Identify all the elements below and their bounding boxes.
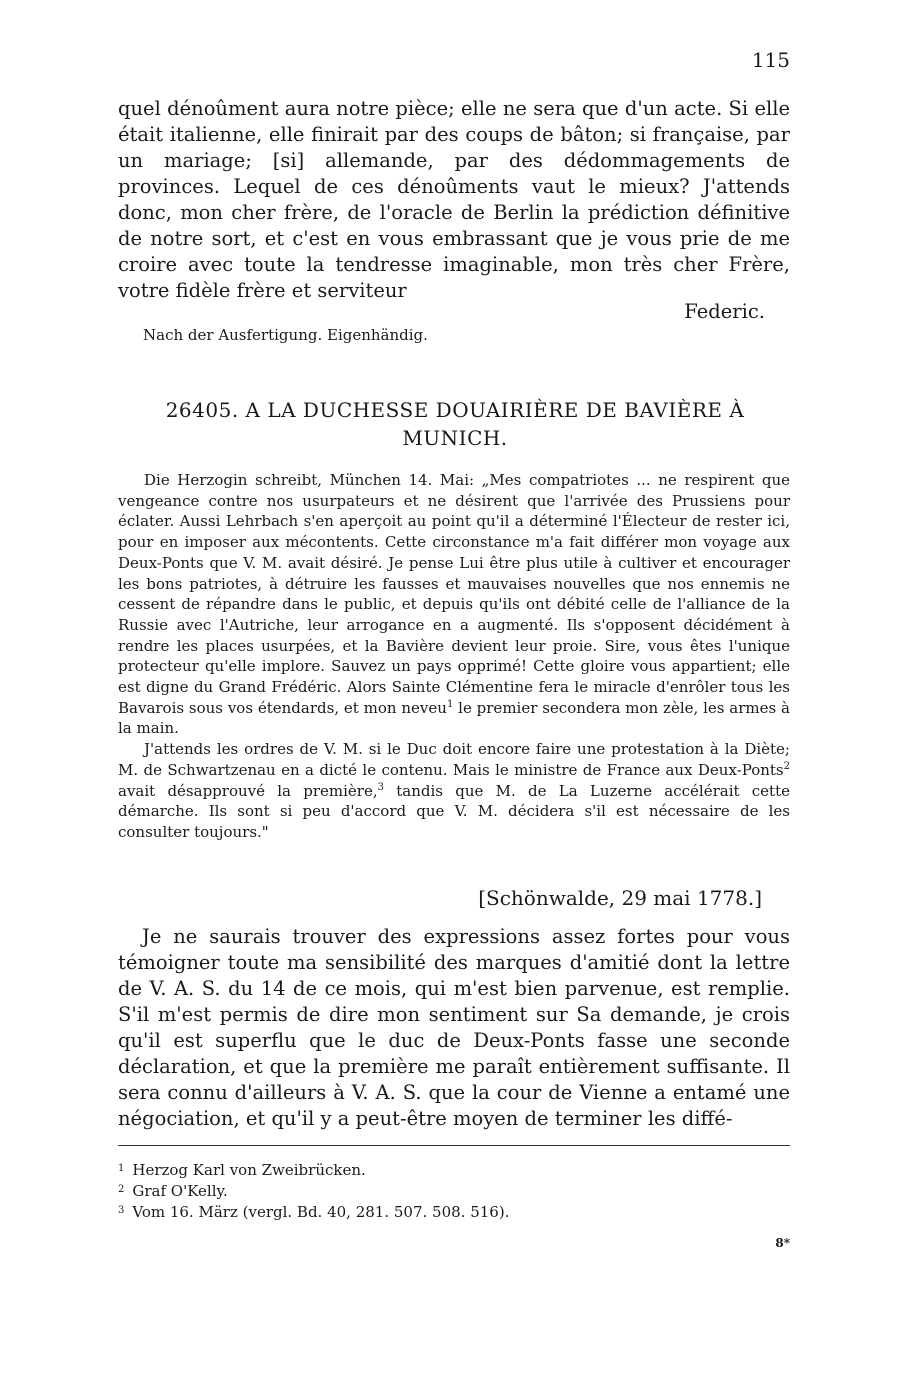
footnote-marker: 1 [118,1163,125,1174]
footnote-divider [118,1145,790,1146]
footnote-ref-1: 1 [446,698,454,710]
footnote-text: Graf O'Kelly. [132,1182,228,1200]
summary-paragraph-1 [118,470,790,739]
footnote-text: Vom 16. März (vergl. Bd. 40, 281. 507. 508. 516). [132,1203,510,1221]
summary-paragraph-2 [118,739,790,843]
letter-closing-text: quel dénoûment aura notre pièce; elle ne sera que d'un acte. Si elle était italienne, elle finirait par des coups de bâton; si française, par un mariage; [si] allemande, par des dédommagements de provinces. Lequel de ces dénoûments vaut le mieux? J'attends donc, mon cher frère, de l'oracle de Berlin la prédiction définitive de notre sort, et c'est en vous embrassant que je vous prie de me croire avec toute la tendresse imaginable, mon très cher Frère, votre fidèle frère et serviteur [118,97,790,302]
document-heading: 26405. A LA DUCHESSE DOUAIRIÈRE DE BAVIÈRE À MUNICH. [165,398,745,450]
incoming-letter-summary [118,470,790,843]
summary-text: le premier secondera mon zèle, les armes à la main. [118,698,790,738]
summary-text: avait désapprouvé la première, [118,781,378,800]
signature-mark: 8* [775,1236,790,1250]
dateline: [Schönwalde, 29 mai 1778.] [478,886,762,910]
letter-closing-paragraph [118,96,790,304]
summary-text: Die Herzogin schreibt, München 14. Mai: „Mes compatriotes ... ne respirent que vengeance contre nos usurpateurs et ne désirent que l'arrivée des Prussiens pour éclater. Aussi Lehrbach s'en aperçoit au point qu'il a déterminé l'Électeur de rester ici, pour en imposer aux mécontents. Cette circonstance m'a fait différer mon voyage aux Deux-Ponts que V. M. avait désiré. Je pense Lui être plus utile à cultiver et encourager les bons patriotes, à détruire les fausses et mauvaises nouvelles que nos ennemis ne cessent de répandre dans le public, et depuis qu'ils ont débité celle de l'alliance de la Russie avec l'Autriche, leur arrogance en a augmenté. Ils s'opposent décidément à rendre les places usurpées, et la Bavière devient leur proie. Sire, vous êtes l'unique protecteur qu'elle implore. Sauvez un pays opprimé! Cette gloire vous appartient; elle est digne du Grand Frédéric. Alors Sainte Clémentine fera le miracle d'enrôler tous les Bavarois sous vos étendards, et mon neveu [118,471,790,717]
summary-text: J'attends les ordres de V. M. si le Duc doit encore faire une protestation à la Diète; M. de Schwartzenau en a dicté le contenu. Mais le ministre de France aux Deux-Ponts [118,740,790,779]
reply-letter [118,924,790,1132]
footnote-text: Herzog Karl von Zweibrücken. [132,1161,366,1179]
footnote-ref-3: 3 [377,781,384,793]
footnote-ref-2: 2 [783,760,790,772]
footnote-marker: 2 [118,1184,125,1195]
reply-text: Je ne saurais trouver des expressions assez fortes pour vous témoigner toute ma sensibilité des marques d'amitié dont la lettre de V. A. S. du 14 de ce mois, qui m'est bien parvenue, est remplie. S'il m'est permis de dire mon sentiment sur Sa demande, je crois qu'il est superflu que le duc de Deux-Ponts fasse une seconde déclaration, et que la première me paraît entièrement suffisante. Il sera connu d'ailleurs à V. A. S. que la cour de Vienne a entamé une négociation, et qu'il y a peut-être moyen de terminer les diffé- [118,925,790,1130]
signature: Federic. [684,300,765,323]
footnote [118,1181,790,1202]
footnote [118,1202,790,1223]
source-note: Nach der Ausfertigung. Eigenhändig. [143,326,428,344]
summary-text: tandis que M. de La Luzerne accélérait cette démarche. Ils sont si peu d'accord que V. M. décidera s'il est nécessaire de les consulter toujours." [118,781,790,841]
page-number: 115 [751,48,790,72]
footnotes [118,1160,790,1223]
footnote-marker: 3 [118,1205,125,1216]
footnote [118,1160,790,1181]
